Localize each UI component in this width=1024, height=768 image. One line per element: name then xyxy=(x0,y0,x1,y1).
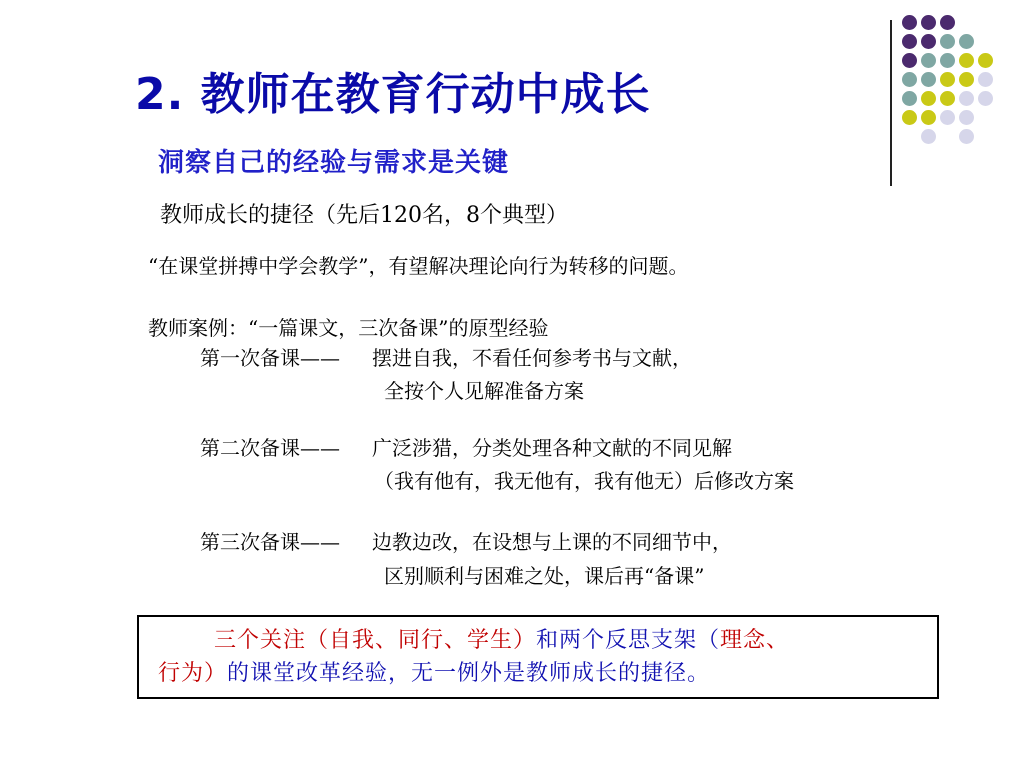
decorative-dot xyxy=(921,53,936,68)
decorative-dot xyxy=(959,91,974,106)
decorative-dot xyxy=(978,72,993,87)
decorative-dot xyxy=(978,91,993,106)
third-prep-line1: 边教边改，在设想与上课的不同细节中， xyxy=(372,530,732,554)
decorative-dot xyxy=(940,34,955,49)
second-prep-line1: 广泛涉猎，分类处理各种文献的不同见解 xyxy=(372,436,732,460)
decorative-dot xyxy=(921,34,936,49)
decorative-dot xyxy=(921,129,936,144)
decorative-dot xyxy=(940,91,955,106)
second-prep-line2: （我有他有，我无他有，我有他无）后修改方案 xyxy=(374,469,794,493)
decorative-divider-line xyxy=(890,20,892,186)
quote-text: “在课堂拼搏中学会教学”，有望解决理论向行为转移的问题。 xyxy=(148,254,689,278)
decorative-dot xyxy=(921,72,936,87)
first-prep-label: 第一次备课—— xyxy=(200,346,340,370)
decorative-dot xyxy=(978,53,993,68)
first-prep-line2: 全按个人见解准备方案 xyxy=(384,379,584,403)
slide-subtitle: 洞察自己的经验与需求是关键 xyxy=(158,148,510,178)
decorative-dot xyxy=(959,129,974,144)
second-prep-label: 第二次备课—— xyxy=(200,436,340,460)
decorative-dot xyxy=(959,34,974,49)
decorative-dot xyxy=(902,72,917,87)
decorative-dot xyxy=(940,72,955,87)
decorative-dot xyxy=(902,110,917,125)
decorative-dot xyxy=(902,53,917,68)
decorative-dot xyxy=(921,15,936,30)
decorative-dot xyxy=(940,15,955,30)
decorative-dot xyxy=(959,53,974,68)
decorative-dot xyxy=(921,91,936,106)
decorative-dot xyxy=(921,110,936,125)
summary-concept-text: 理念、 xyxy=(720,628,790,653)
summary-focus-text: 三个关注（自我、同行、学生） xyxy=(214,628,537,653)
decorative-dot xyxy=(902,15,917,30)
case-title: 教师案例：“一篇课文，三次备课”的原型经验 xyxy=(148,316,549,340)
decorative-dot xyxy=(940,110,955,125)
decorative-dot xyxy=(902,91,917,106)
third-prep-line2: 区别顺利与困难之处，课后再“备课” xyxy=(384,564,705,588)
summary-behavior-text: 行为） xyxy=(158,661,228,686)
decorative-dot xyxy=(959,72,974,87)
third-prep-label: 第三次备课—— xyxy=(200,530,340,554)
summary-support-text: 和两个反思支架（ xyxy=(536,628,721,653)
slide-title: 2. 教师在教育行动中成长 xyxy=(135,69,651,120)
summary-line2 xyxy=(158,656,710,687)
decorative-dot xyxy=(902,34,917,49)
summary-conclusion-text: 的课堂改革经验，无一例外是教师成长的捷径。 xyxy=(227,661,711,686)
growth-shortcut-text: 教师成长的捷径（先后120名，8个典型） xyxy=(160,203,568,228)
first-prep-line1: 摆进自我，不看任何参考书与文献， xyxy=(372,346,692,370)
decorative-dot xyxy=(940,53,955,68)
decorative-dot xyxy=(959,110,974,125)
summary-line1 xyxy=(214,623,789,654)
